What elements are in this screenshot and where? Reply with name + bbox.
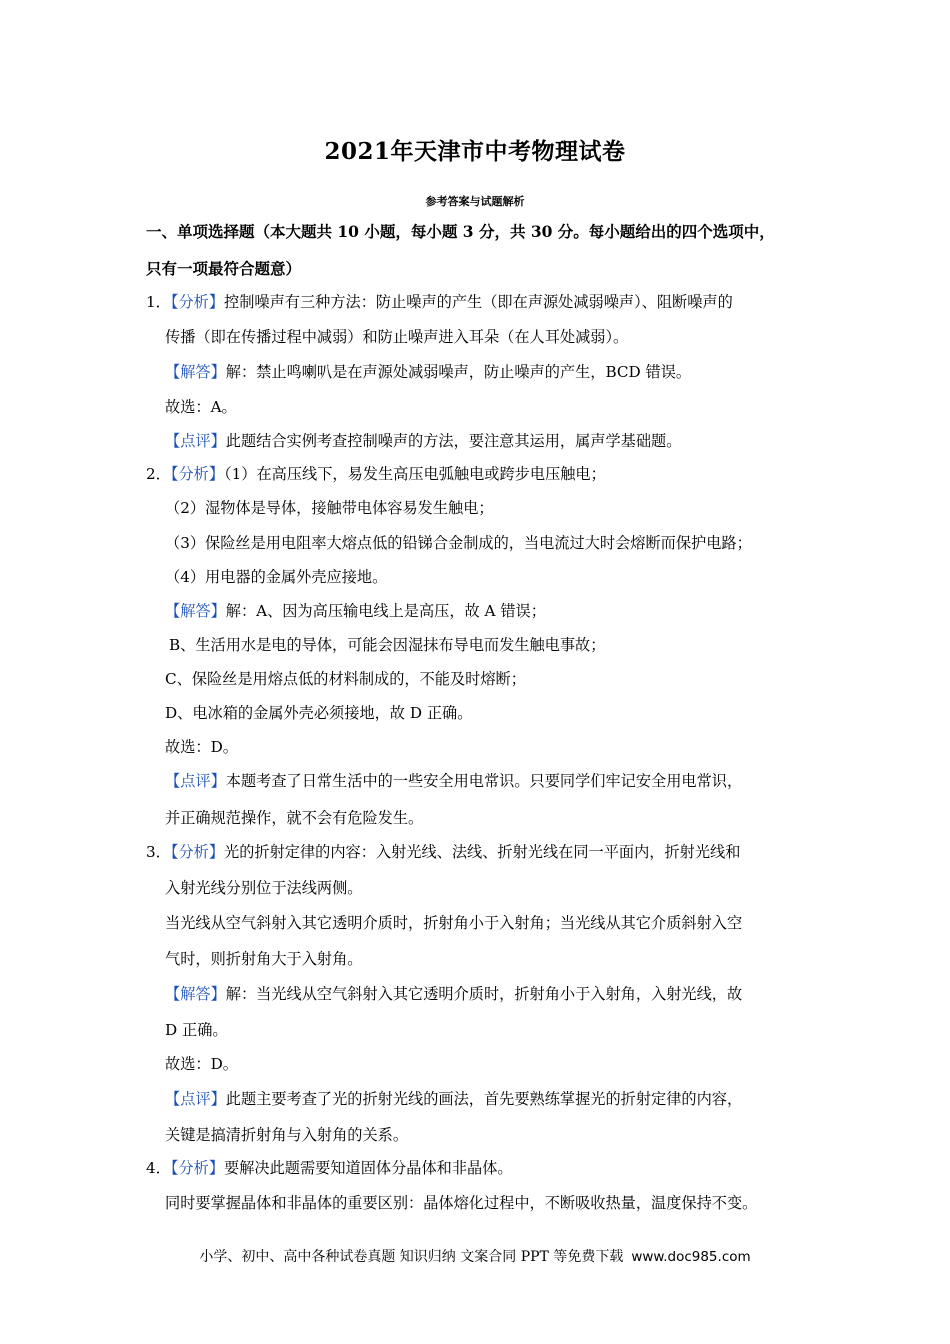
comment-line	[165, 431, 681, 451]
analysis-text: （4）用电器的金属外壳应接地。	[165, 568, 388, 586]
analysis-text: 控制噪声有三种方法：防止噪声的产生（即在声源处减弱噪声）、阻断噪声的	[224, 293, 733, 311]
choice-text: 故选：A。	[165, 398, 237, 416]
analysis-text: （2）湿物体是导体，接触带电体容易发生触电；	[165, 499, 494, 517]
footer-link[interactable]: www.doc985.com	[631, 1249, 751, 1265]
answer-line	[165, 601, 546, 621]
answer-tag: 【解答】	[165, 363, 226, 381]
answer-tag: 【解答】	[165, 985, 226, 1003]
analysis-tag: 【分析】	[170, 843, 225, 861]
question-line	[146, 842, 740, 862]
comment-line	[165, 771, 742, 791]
page-subtitle: 参考答案与试题解析	[425, 195, 525, 208]
analysis-text: 气时，则折射角大于入射角。	[165, 950, 363, 968]
question-line	[146, 292, 733, 312]
analysis-tag: 【分析】	[170, 1159, 225, 1177]
comment-tag: 【点评】	[165, 432, 226, 450]
question-number: 1．	[146, 293, 171, 311]
comment-text: 关键是搞清折射角与入射角的关系。	[165, 1126, 408, 1144]
comment-text: 此题主要考查了光的折射光线的画法，首先要熟练掌握光的折射定律的内容，	[225, 1090, 743, 1108]
answer-text: B、生活用水是电的导体，可能会因湿抹布导电而发生触电事故；	[169, 636, 606, 654]
analysis-tag: 【分析】	[170, 465, 225, 483]
analysis-text: 同时要掌握晶体和非晶体的重要区别：晶体熔化过程中，不断吸收热量，温度保持不变。	[165, 1194, 758, 1212]
answer-line	[165, 984, 742, 1004]
analysis-text: 传播（即在传播过程中减弱）和防止噪声进入耳朵（在人耳处减弱）。	[165, 328, 629, 346]
analysis-text: 当光线从空气斜射入其它透明介质时，折射角小于入射角；当光线从其它介质斜射入空	[165, 914, 743, 932]
question-number: 3．	[146, 843, 171, 861]
question-number: 2．	[146, 465, 171, 483]
analysis-text: （3）保险丝是用电阻率大熔点低的铅锑合金制成的，当电流过大时会熔断而保护电路；	[165, 534, 752, 552]
answer-text: C、保险丝是用熔点低的材料制成的，不能及时熔断；	[165, 670, 526, 688]
question-line	[146, 464, 606, 484]
answer-tag: 【解答】	[165, 602, 226, 620]
analysis-tag: 【分析】	[170, 293, 225, 311]
question-line	[146, 1158, 513, 1178]
answer-line	[165, 362, 691, 382]
answer-text: D、电冰箱的金属外壳必须接地，故 D 正确。	[165, 704, 473, 722]
comment-text: 并正确规范操作，就不会有危险发生。	[165, 809, 424, 827]
question-number: 4．	[146, 1159, 171, 1177]
section-heading-line1: 一、单项选择题（本大题共 10 小题，每小题 3 分，共 30 分。每小题给出的四个选项中，	[146, 222, 775, 241]
footer-text: 小学、初中、高中各种试卷真题 知识归纳 文案合同 PPT 等免费下载	[199, 1249, 624, 1265]
section-heading-line2: 只有一项最符合题意）	[146, 259, 302, 278]
comment-line	[165, 1089, 742, 1109]
answer-text: D 正确。	[165, 1021, 228, 1039]
page-title: 2021年天津市中考物理试卷	[324, 138, 626, 165]
comment-text: 本题考查了日常生活中的一些安全用电常识。只要同学们牢记安全用电常识，	[225, 772, 743, 790]
comment-tag: 【点评】	[165, 1090, 226, 1108]
answer-text: 解：A、因为高压输电线上是高压，故 A 错误；	[225, 602, 546, 620]
analysis-text: （1）在高压线下，易发生高压电弧触电或跨步电压触电；	[224, 465, 606, 483]
analysis-text: 入射光线分别位于法线两侧。	[165, 879, 363, 897]
analysis-text: 要解决此题需要知道固体分晶体和非晶体。	[224, 1159, 513, 1177]
answer-text: 解：禁止鸣喇叭是在声源处减弱噪声，防止噪声的产生，BCD 错误。	[225, 363, 692, 381]
answer-text: 解：当光线从空气斜射入其它透明介质时，折射角小于入射角，入射光线，故	[225, 985, 743, 1003]
analysis-text: 光的折射定律的内容：入射光线、法线、折射光线在同一平面内，折射光线和	[224, 843, 741, 861]
comment-text: 此题结合实例考查控制噪声的方法，要注意其运用，属声学基础题。	[225, 432, 682, 450]
choice-text: 故选：D。	[165, 1055, 238, 1073]
choice-text: 故选：D。	[165, 738, 238, 756]
comment-tag: 【点评】	[165, 772, 226, 790]
footer	[0, 1246, 950, 1266]
